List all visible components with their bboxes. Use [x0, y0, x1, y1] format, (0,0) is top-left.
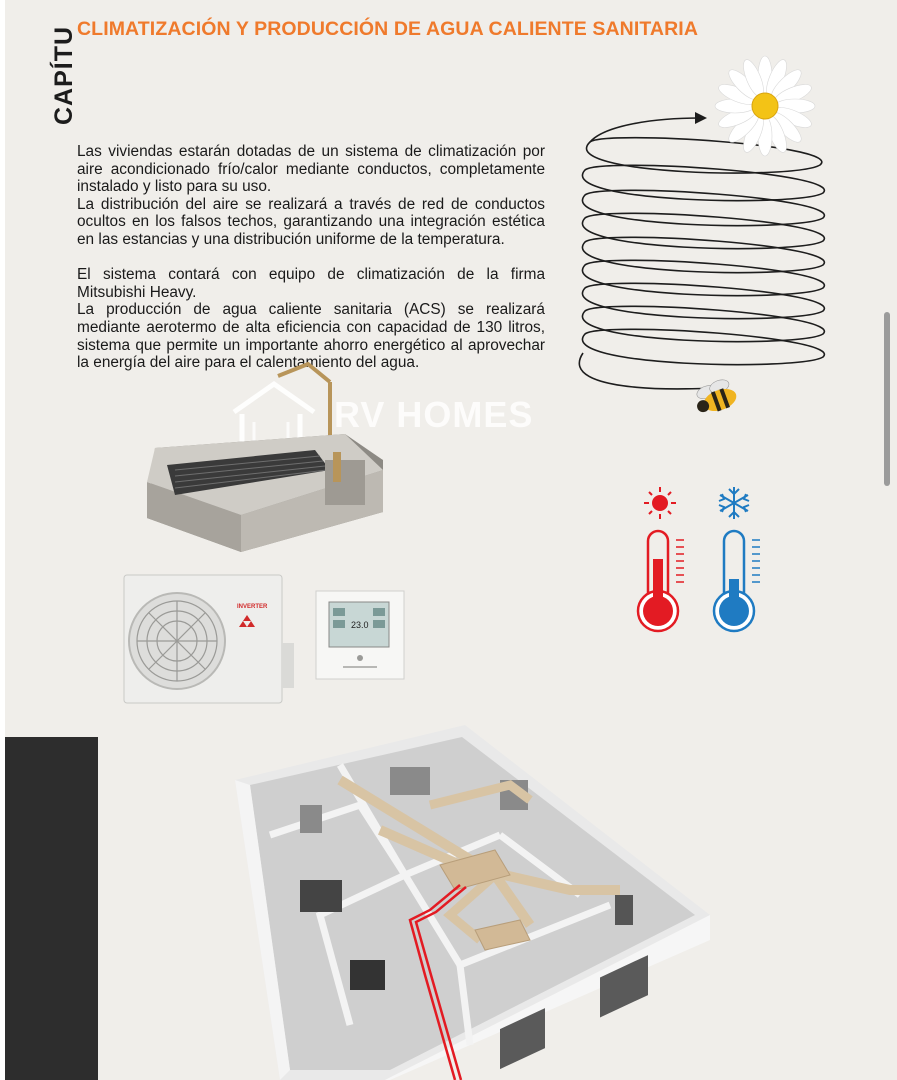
paragraph-1: Las viviendas estarán dotadas de un sistema de climatización por aire acondicionado frío/calor mediante conductos, completamente instalado y listo para su uso. — [77, 143, 545, 196]
page-title: CLIMATIZACIÓN Y PRODUCCIÓN DE AGUA CALIENTE SANITARIA — [77, 18, 698, 40]
dark-side-block — [5, 737, 98, 1080]
hot-thermometer-icon — [638, 531, 684, 631]
snowflake-icon — [719, 487, 749, 519]
daisy-icon — [715, 56, 815, 156]
house-duct-diagram — [230, 725, 720, 1080]
watermark-text: RV HOMES — [334, 394, 534, 435]
paragraph-4: La producción de agua caliente sanitaria (ACS) se realizará mediante aerotermo de alta eficiencia con capacidad de 130 litros, sistema que permite un importante ahorro energético al aprovechar la energía del aire para el calentamiento del agua. — [77, 301, 545, 372]
spiral-illustration — [575, 55, 835, 435]
cold-icons — [710, 485, 765, 635]
scrollbar[interactable] — [884, 312, 890, 486]
ducted-unit-image — [145, 420, 385, 560]
paragraph-2: La distribución del aire se realizará a través de red de conductos ocultos en los falsos techos, garantizando una integración estética en las estancias y una distribución uniforme de la temperatura. — [77, 195, 545, 248]
cold-thermometer-icon — [714, 531, 760, 631]
spiral-icon — [579, 118, 824, 389]
controller-image — [315, 590, 405, 680]
paragraph-3: El sistema contará con equipo de climatización de la firma Mitsubishi Heavy. — [77, 266, 545, 301]
outdoor-unit-image — [122, 573, 297, 708]
chapter-label — [10, 0, 78, 130]
bee-icon — [691, 376, 739, 417]
chapter-label-text: CAPÍTU — [50, 25, 78, 125]
sun-icon — [644, 487, 676, 519]
heat-icons — [636, 485, 686, 635]
inverter-label: INVERTER — [237, 604, 268, 610]
arrow-icon — [695, 112, 707, 124]
controller-display: 23.0 — [351, 620, 369, 630]
body-text — [77, 143, 545, 372]
